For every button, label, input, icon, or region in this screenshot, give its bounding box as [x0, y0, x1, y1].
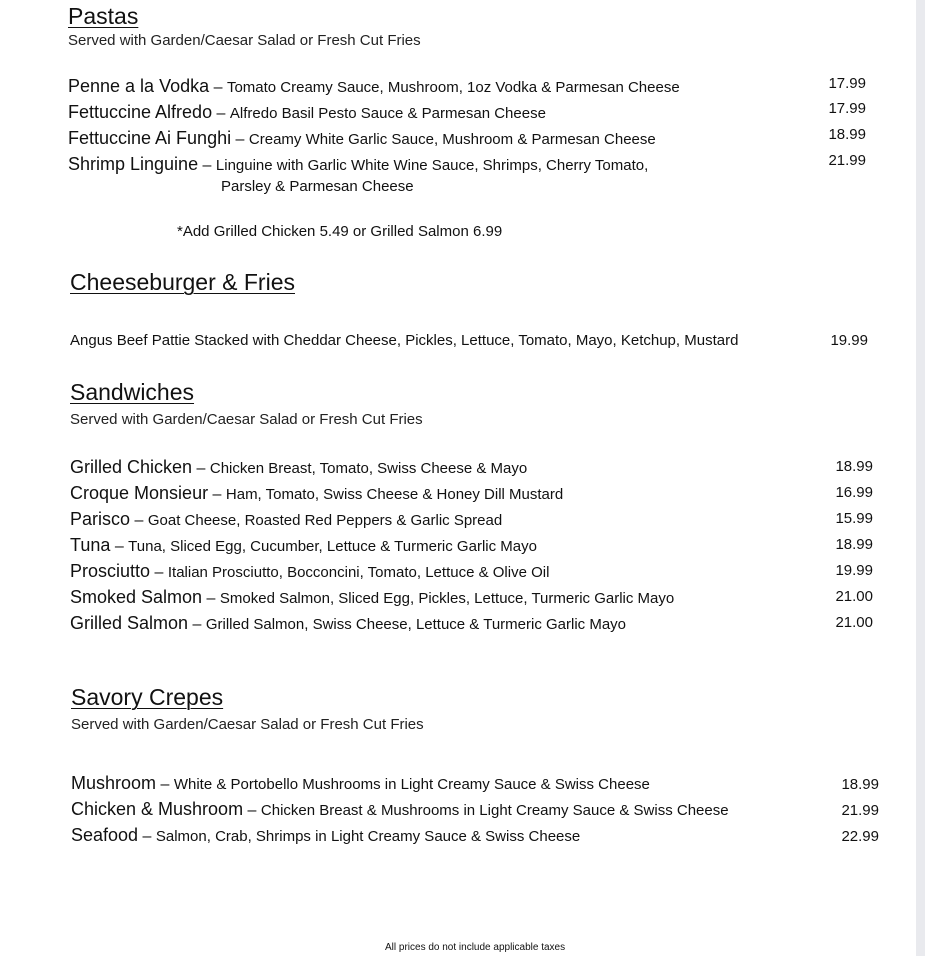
menu-item: [71, 773, 650, 794]
menu-item: [70, 483, 563, 504]
item-price: 21.00: [835, 588, 873, 605]
item-dash: –: [212, 486, 222, 503]
item-dash: –: [196, 460, 206, 477]
item-price: 17.99: [828, 100, 866, 117]
menu-item: [70, 332, 738, 350]
item-desc: Italian Prosciutto, Bocconcini, Tomato, Lettuce & Olive Oil: [167, 564, 550, 581]
item-desc: Chicken Breast & Mushrooms in Light Creamy Sauce & Swiss Cheese: [260, 802, 729, 819]
item-desc: Smoked Salmon, Sliced Egg, Pickles, Lettuce, Turmeric Garlic Mayo: [219, 590, 675, 607]
item-price: 18.99: [828, 126, 866, 143]
pastas-title: Pastas: [68, 3, 139, 29]
item-name: Fettuccine Ai Funghi: [68, 128, 232, 148]
sandwiches-title: Sandwiches: [70, 379, 195, 405]
item-name: Smoked Salmon: [70, 587, 203, 607]
item-dash: –: [114, 538, 124, 555]
tax-footnote: All prices do not include applicable taxes: [385, 942, 566, 953]
menu-item: [70, 561, 549, 582]
menu-item: [68, 154, 648, 175]
item-desc: Alfredo Basil Pesto Sauce & Parmesan Cheese: [229, 105, 546, 122]
item-price: 18.99: [835, 536, 873, 553]
item-name: Shrimp Linguine: [68, 154, 199, 174]
pastas-subtitle: Served with Garden/Caesar Salad or Fresh Cut Fries: [68, 32, 421, 49]
sandwiches-subtitle: Served with Garden/Caesar Salad or Fresh Cut Fries: [70, 411, 423, 428]
item-desc-continued: Parsley & Parmesan Cheese: [221, 178, 414, 195]
item-name: Grilled Salmon: [70, 613, 189, 633]
item-name: Fettuccine Alfredo: [68, 102, 213, 122]
item-desc: Salmon, Crab, Shrimps in Light Creamy Sauce & Swiss Cheese: [155, 828, 581, 845]
menu-item: [70, 587, 674, 608]
item-price: 19.99: [835, 562, 873, 579]
menu-item: [70, 509, 502, 530]
item-dash: –: [142, 828, 152, 845]
item-dash: –: [192, 616, 202, 633]
item-dash: –: [154, 564, 164, 581]
menu-item: [70, 613, 626, 634]
item-price: 21.99: [828, 152, 866, 169]
item-price: 22.99: [841, 828, 879, 845]
menu-item: [68, 102, 546, 123]
item-price: 17.99: [828, 75, 866, 92]
item-name: Chicken & Mushroom: [71, 799, 244, 819]
item-desc: Grilled Salmon, Swiss Cheese, Lettuce & Turmeric Garlic Mayo: [205, 616, 627, 633]
menu-item: [68, 76, 680, 97]
cheeseburger-title: Cheeseburger & Fries: [70, 269, 295, 295]
menu-item: [68, 128, 656, 149]
item-desc: Linguine with Garlic White Wine Sauce, Shrimps, Cherry Tomato,: [215, 157, 649, 174]
item-dash: –: [202, 157, 212, 174]
item-name: Seafood: [71, 825, 139, 845]
item-dash: –: [160, 776, 170, 793]
item-price: 18.99: [835, 458, 873, 475]
item-name: Parisco: [70, 509, 131, 529]
item-name: Prosciutto: [70, 561, 151, 581]
item-desc: Tomato Creamy Sauce, Mushroom, 1oz Vodka & Parmesan Cheese: [226, 79, 680, 96]
crepes-subtitle: Served with Garden/Caesar Salad or Fresh Cut Fries: [71, 716, 424, 733]
item-dash: –: [235, 131, 245, 148]
item-desc: Ham, Tomato, Swiss Cheese & Honey Dill Mustard: [225, 486, 564, 503]
crepes-title: Savory Crepes: [71, 684, 224, 710]
item-price: 15.99: [835, 510, 873, 527]
page-edge: [916, 0, 925, 956]
item-desc: Angus Beef Pattie Stacked with Cheddar Cheese, Pickles, Lettuce, Tomato, Mayo, Ketchup, Mustard: [70, 332, 739, 349]
menu-item: [71, 799, 729, 820]
item-name: Penne a la Vodka: [68, 76, 210, 96]
item-desc: Tuna, Sliced Egg, Cucumber, Lettuce & Turmeric Garlic Mayo: [128, 538, 537, 555]
menu-item: [71, 825, 580, 846]
item-desc: Creamy White Garlic Sauce, Mushroom & Parmesan Cheese: [248, 131, 656, 148]
item-name: Grilled Chicken: [70, 457, 193, 477]
menu-item: [70, 535, 537, 556]
item-price: 21.99: [841, 802, 879, 819]
item-name: Tuna: [70, 535, 111, 555]
item-dash: –: [247, 802, 257, 819]
item-dash: –: [213, 79, 223, 96]
addon-note: *Add Grilled Chicken 5.49 or Grilled Salmon 6.99: [177, 223, 503, 240]
item-desc: Goat Cheese, Roasted Red Peppers & Garlic Spread: [147, 512, 503, 529]
item-name: Mushroom: [71, 773, 157, 793]
item-price: 21.00: [835, 614, 873, 631]
item-dash: –: [216, 105, 226, 122]
item-dash: –: [206, 590, 216, 607]
item-dash: –: [134, 512, 144, 529]
item-desc: White & Portobello Mushrooms in Light Creamy Sauce & Swiss Cheese: [173, 776, 650, 793]
item-price: 16.99: [835, 484, 873, 501]
item-price: 18.99: [841, 776, 879, 793]
item-name: Croque Monsieur: [70, 483, 209, 503]
item-price: 19.99: [830, 332, 868, 349]
item-desc: Chicken Breast, Tomato, Swiss Cheese & Mayo: [209, 460, 528, 477]
menu-item: [70, 457, 527, 478]
